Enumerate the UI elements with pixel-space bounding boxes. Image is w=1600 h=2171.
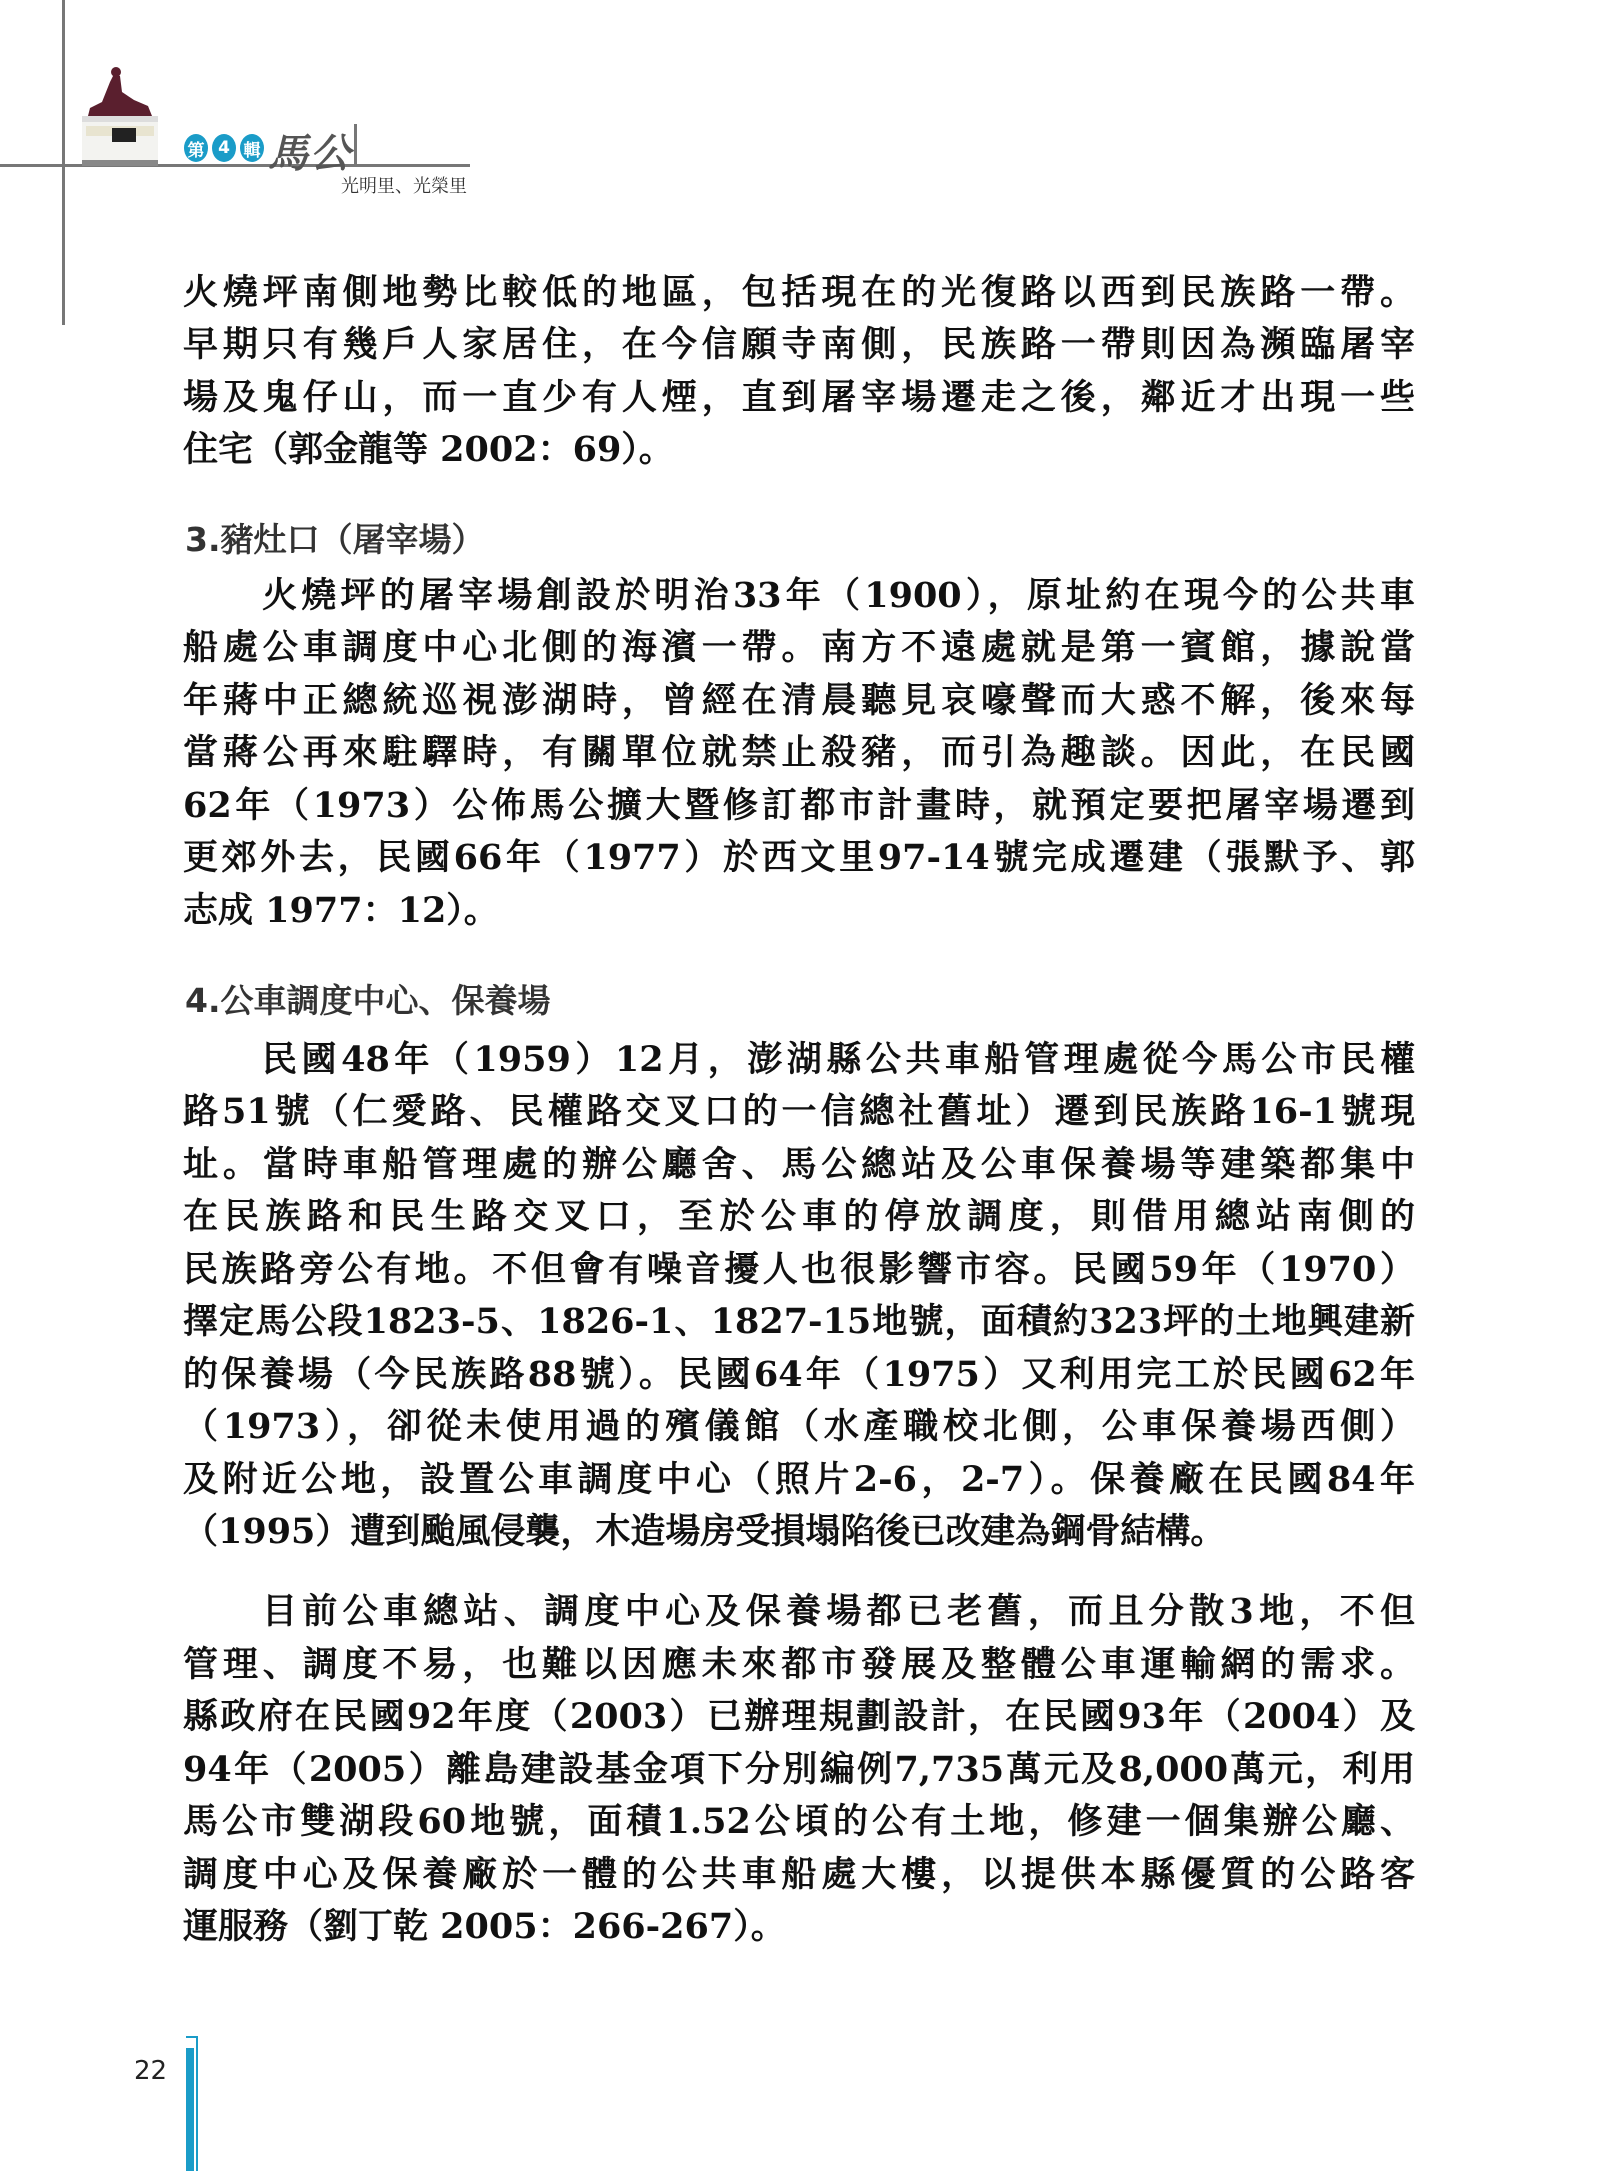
body-line: 民國48年（1959）12月，澎湖縣公共車船管理處從今馬公市民權 bbox=[262, 1039, 1415, 1080]
body-line: （1973），卻從未使用過的殯儀館（水產職校北側，公車保養場西側） bbox=[183, 1406, 1415, 1447]
body-line: 運服務（劉丁乾 2005：266-267）。 bbox=[183, 1906, 786, 1947]
header-vertical-rule bbox=[62, 0, 65, 325]
body-line: 更郊外去，民國66年（1977）於西文里97-14號完成遷建（張默予、郭 bbox=[183, 837, 1415, 878]
body-line: 民族路旁公有地。不但會有噪音擾人也很影響市容。民國59年（1970） bbox=[183, 1249, 1415, 1290]
badge: 輯 bbox=[240, 134, 264, 162]
badge: 第 bbox=[184, 134, 208, 162]
body-line: 62年（1973）公佈馬公擴大暨修訂都市計畫時，就預定要把屠宰場遷到 bbox=[183, 785, 1415, 826]
body-line: 年蔣中正總統巡視澎湖時，曾經在清晨聽見哀嚎聲而大惑不解，後來每 bbox=[183, 680, 1415, 721]
body-line: 及附近公地，設置公車調度中心（照片2-6，2-7）。保養廠在民國84年 bbox=[183, 1459, 1415, 1500]
title-divider bbox=[354, 124, 357, 165]
page-number: 22 bbox=[134, 2056, 168, 2086]
body-line: 管理、調度不易，也難以因應未來都市發展及整體公車運輸網的需求。 bbox=[183, 1644, 1415, 1685]
body-line: 住宅（郭金龍等 2002：69）。 bbox=[183, 429, 674, 470]
statue-image bbox=[76, 62, 162, 166]
chapter-title: 馬公 bbox=[268, 130, 352, 177]
body-line: 在民族路和民生路交叉口，至於公車的停放調度，則借用總站南側的 bbox=[183, 1196, 1415, 1237]
chapter-badges bbox=[184, 134, 264, 162]
body-line: 火燒坪南側地勢比較低的地區，包括現在的光復路以西到民族路一帶。 bbox=[183, 272, 1415, 313]
body-line: 早期只有幾戶人家居住，在今信願寺南側，民族路一帶則因為瀕臨屠宰 bbox=[183, 324, 1415, 365]
body-line: 址。當時車船管理處的辦公廳舍、馬公總站及公車保養場等建築都集中 bbox=[183, 1144, 1415, 1185]
header-horizontal-rule bbox=[0, 164, 470, 167]
body-line: 94年（2005）離島建設基金項下分別編例7,735萬元及8,000萬元，利用 bbox=[183, 1749, 1415, 1790]
body-line: 路51號（仁愛路、民權路交叉口的一信總社舊址）遷到民族路16-1號現 bbox=[183, 1091, 1415, 1132]
body-line: 志成 1977：12）。 bbox=[183, 890, 499, 931]
body-line: 調度中心及保養廠於一體的公共車船處大樓，以提供本縣優質的公路客 bbox=[183, 1854, 1415, 1895]
footer-accent-thin-bar bbox=[196, 2036, 198, 2171]
body-line: 場及鬼仔山，而一直少有人煙，直到屠宰場遷走之後，鄰近才出現一些 bbox=[183, 377, 1415, 418]
section-subtitle: 光明里、光榮里 bbox=[341, 176, 467, 197]
body-line: 縣政府在民國92年度（2003）已辦理規劃設計，在民國93年（2004）及 bbox=[183, 1696, 1415, 1737]
section-heading: 3.豬灶口（屠宰場） bbox=[185, 520, 485, 559]
body-line: 目前公車總站、調度中心及保養場都已老舊，而且分散3地，不但 bbox=[262, 1591, 1415, 1632]
body-line: 火燒坪的屠宰場創設於明治33年（1900），原址約在現今的公共車 bbox=[262, 575, 1415, 616]
body-line: 擇定馬公段1823-5、1826-1、1827-15地號，面積約323坪的土地興建新 bbox=[183, 1301, 1415, 1342]
body-line: 的保養場（今民族路88號）。民國64年（1975）又利用完工於民國62年 bbox=[183, 1354, 1415, 1395]
section-heading: 4.公車調度中心、保養場 bbox=[185, 981, 551, 1020]
body-line: 船處公車調度中心北側的海濱一帶。南方不遠處就是第一賓館，據說當 bbox=[183, 627, 1415, 668]
badge: 4 bbox=[212, 134, 236, 162]
body-line: 當蔣公再來駐驛時，有關單位就禁止殺豬，而引為趣談。因此，在民國 bbox=[183, 732, 1415, 773]
body-line: 馬公市雙湖段60地號，面積1.52公頃的公有土地，修建一個集辦公廳、 bbox=[183, 1801, 1415, 1842]
footer-accent-bar bbox=[186, 2048, 194, 2171]
body-line: （1995）遭到颱風侵襲，木造場房受損塌陷後已改建為鋼骨結構。 bbox=[183, 1511, 1226, 1552]
